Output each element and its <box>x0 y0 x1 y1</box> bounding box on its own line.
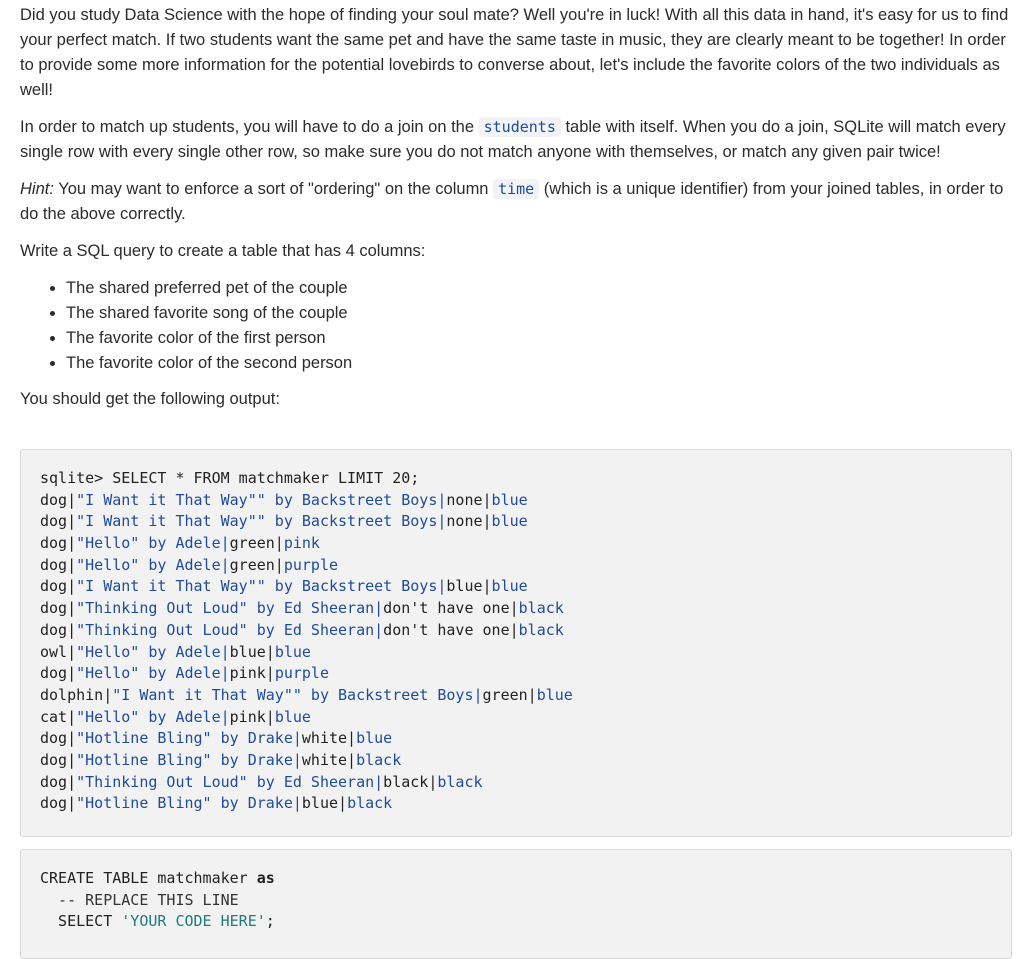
time-code: time <box>493 179 539 199</box>
output-row <box>40 728 992 750</box>
output-field: black <box>356 750 402 769</box>
join-text-after: table with itself. When you do a join, SQLite will match every single row with every single other row, so make sure you do not match anyone with themselves, or match any given pair twice! <box>20 118 1006 161</box>
output-field: none| <box>446 512 492 531</box>
output-field: black| <box>383 772 438 791</box>
output-intro: You should get the following output: <box>20 390 280 408</box>
code-line-comment[interactable]: -- REPLACE THIS LINE <box>40 890 239 909</box>
as-keyword: as <box>256 869 275 887</box>
output-row <box>40 598 992 620</box>
output-field: "Thinking Out Loud" by Ed Sheeran| <box>76 620 384 639</box>
output-row <box>40 490 992 512</box>
code-line-select[interactable] <box>40 911 992 933</box>
output-field: "I Want it That Way"" by Backstreet Boys| <box>76 577 447 596</box>
output-row <box>40 707 992 729</box>
output-field: blue <box>274 707 311 726</box>
output-field: blue <box>491 512 528 531</box>
output-field: "Thinking Out Loud" by Ed Sheeran| <box>76 772 384 791</box>
output-field: blue <box>536 685 573 704</box>
output-field: dolphin| <box>40 685 113 704</box>
columns-intro: Write a SQL query to create a table that has 4 columns: <box>20 242 426 260</box>
output-row <box>40 772 992 794</box>
expected-output-block <box>20 449 1012 837</box>
code-line-create[interactable] <box>40 868 992 890</box>
output-rows <box>40 490 992 815</box>
output-row <box>40 750 992 772</box>
output-field: "Hello" by Adele| <box>76 534 230 553</box>
output-field: "Hotline Bling" by Drake| <box>76 729 302 748</box>
output-row <box>40 555 992 577</box>
select-keyword: SELECT <box>40 912 122 931</box>
placeholder-string: 'YOUR CODE HERE' <box>121 912 266 931</box>
output-row <box>40 533 992 555</box>
output-field: none| <box>446 490 492 509</box>
output-field: green| <box>482 685 537 704</box>
problem-description <box>20 3 1016 424</box>
output-field: "I Want it That Way"" by Backstreet Boys| <box>76 512 447 531</box>
output-row <box>40 663 992 685</box>
output-field: "Hello" by Adele| <box>76 664 230 683</box>
output-field: don't have one| <box>383 599 519 618</box>
output-field: pink <box>283 534 320 553</box>
output-field: dog| <box>40 794 77 813</box>
output-field: blue <box>356 729 393 748</box>
output-field: dog| <box>40 664 77 683</box>
output-field: blue <box>491 490 528 509</box>
join-paragraph <box>20 115 1016 165</box>
output-field: "Hello" by Adele| <box>76 707 230 726</box>
output-field: purple <box>274 664 329 683</box>
list-item: • The shared preferred pet of the couple <box>66 276 1016 301</box>
output-field: "Hello" by Adele| <box>76 555 230 574</box>
hint-label: Hint: <box>20 180 54 198</box>
output-row <box>40 793 992 815</box>
list-item: • The favorite color of the second person <box>66 351 1016 376</box>
output-field: dog| <box>40 577 77 596</box>
hint-text-after: (which is a unique identifier) from your joined tables, in order to do the above correctly. <box>20 180 1004 223</box>
output-row <box>40 511 992 533</box>
output-field: "Hotline Bling" by Drake| <box>76 750 302 769</box>
list-item: • The favorite color of the first person <box>66 326 1016 351</box>
hint-paragraph <box>20 177 1016 227</box>
output-field: dog| <box>40 490 77 509</box>
output-field: blue| <box>446 577 492 596</box>
output-field: owl| <box>40 642 77 661</box>
output-field: dog| <box>40 555 77 574</box>
students-code: students <box>479 117 561 137</box>
output-field: blue| <box>229 642 275 661</box>
output-field: pink| <box>229 707 275 726</box>
output-field: "I Want it That Way"" by Backstreet Boys| <box>76 490 447 509</box>
columns-list <box>20 276 1016 376</box>
output-field: purple <box>283 555 339 574</box>
output-field: black <box>347 794 393 813</box>
output-field: dog| <box>40 620 77 639</box>
output-field: cat| <box>40 707 77 726</box>
code-editor-block[interactable] <box>20 849 1012 959</box>
output-field: blue <box>491 577 528 596</box>
output-field: dog| <box>40 750 77 769</box>
output-field: dog| <box>40 599 77 618</box>
output-field: blue <box>274 642 311 661</box>
output-field: green| <box>229 534 284 553</box>
output-field: don't have one| <box>383 620 519 639</box>
output-field: "Thinking Out Loud" by Ed Sheeran| <box>76 599 384 618</box>
output-field: black <box>518 620 564 639</box>
output-field: dog| <box>40 729 77 748</box>
hint-text-before: You may want to enforce a sort of "ordering" on the column <box>53 180 494 198</box>
output-field: pink| <box>229 664 275 683</box>
output-field: "Hello" by Adele| <box>76 642 230 661</box>
output-field: white| <box>301 729 357 748</box>
output-field: white| <box>301 750 357 769</box>
output-field: green| <box>229 555 284 574</box>
sqlite-prompt: sqlite> SELECT * FROM matchmaker LIMIT 20; <box>40 469 420 487</box>
output-row <box>40 642 992 664</box>
output-field: black <box>518 599 564 618</box>
output-field: dog| <box>40 512 77 531</box>
output-field: "I Want it That Way"" by Backstreet Boys| <box>112 685 483 704</box>
list-item: • The shared favorite song of the couple <box>66 301 1016 326</box>
create-statement: CREATE TABLE matchmaker <box>40 869 257 887</box>
join-text-before: In order to match up students, you will have to do a join on the <box>20 118 479 136</box>
intro-paragraph: Did you study Data Science with the hope of finding your soul mate? Well you're in luck! With all this data in hand, it's easy for us to find your perfect match. If two students want the same pet and have the same taste in music, they are clearly meant to be together! In order to provide some more information for the potential lovebirds to converse about, let's include the favorite colors of the two individuals as well! <box>20 6 1009 99</box>
output-field: "Hotline Bling" by Drake| <box>76 794 302 813</box>
output-row <box>40 576 992 598</box>
output-field: dog| <box>40 772 77 791</box>
semicolon: ; <box>265 912 275 931</box>
output-row <box>40 620 992 642</box>
output-field: blue| <box>301 794 348 813</box>
output-row <box>40 685 992 707</box>
output-field: black <box>437 772 483 791</box>
output-field: dog| <box>40 534 77 553</box>
